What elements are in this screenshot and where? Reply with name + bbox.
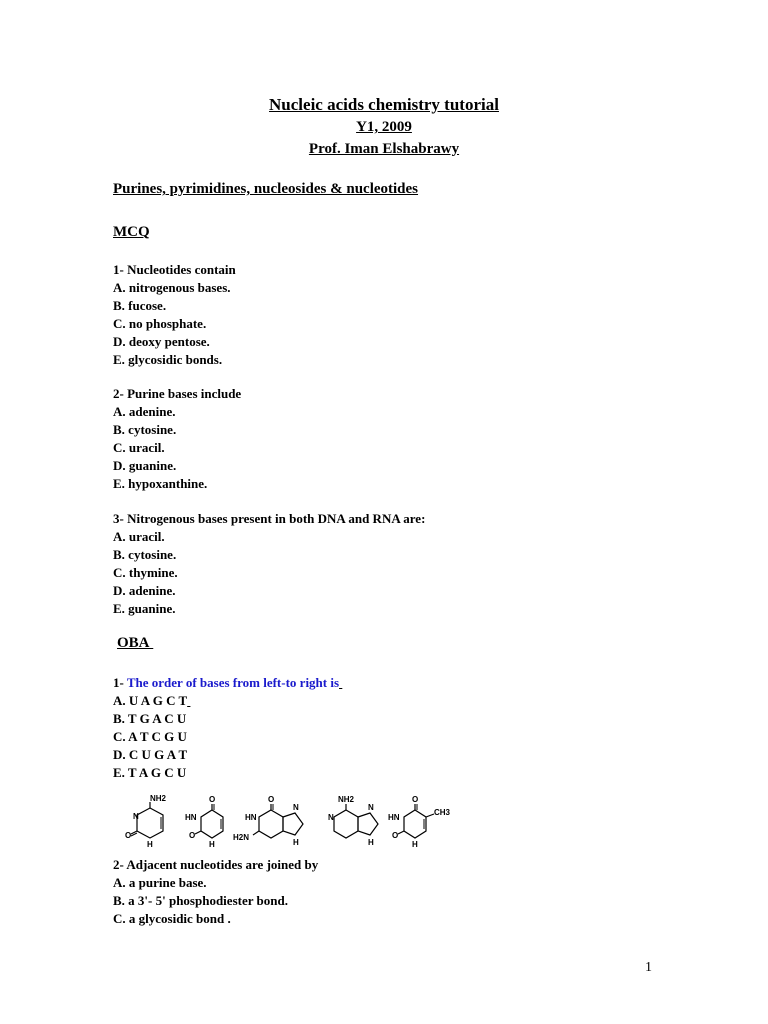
mcq-q2-option-b: B. cytosine.: [113, 422, 177, 437]
mcq-q3-option-c: C. thymine.: [113, 565, 178, 580]
thymine-hn-label: HN: [388, 813, 400, 822]
document-year: Y1, 2009: [356, 119, 412, 135]
guanine-h-label: H: [293, 838, 299, 847]
oba-q1-number: 1-: [113, 675, 127, 690]
oba-heading: [117, 635, 153, 652]
mcq-q1-block: [113, 261, 236, 369]
oba-q2-stem: 2- Adjacent nucleotides are joined by: [113, 857, 319, 872]
oba-q2-option-a: A. a purine base.: [113, 875, 207, 890]
mcq-q1-option-a: A. nitrogenous bases.: [113, 280, 231, 295]
uracil-hn-label: HN: [185, 813, 197, 822]
uracil-structure-svg: [185, 796, 235, 851]
oba-q1-stem-line: [113, 674, 342, 692]
thymine-h-label: H: [412, 840, 418, 849]
uracil-o-label: O: [189, 831, 196, 840]
adenine-h-label: H: [368, 838, 374, 847]
section-title: Purines, pyrimidines, nucleosides & nucleotides: [113, 181, 419, 197]
mcq-q2-option-d: D. guanine.: [113, 458, 177, 473]
cytosine-structure: [125, 796, 180, 856]
mcq-q3-block: [113, 510, 425, 618]
guanine-n-label: N: [293, 803, 299, 812]
oba-q2-block: [113, 856, 318, 928]
document-author: Prof. Iman Elshabrawy: [308, 141, 460, 157]
mcq-q3-stem: 3- Nitrogenous bases present in both DNA and RNA are:: [113, 511, 426, 526]
cytosine-n-label: N: [133, 812, 139, 821]
mcq-q2-option-e: E. hypoxanthine.: [113, 476, 208, 491]
oba-q1-option-c: C. A T C G U: [113, 729, 187, 744]
guanine-o-label: O: [268, 795, 275, 804]
cytosine-h-label: H: [147, 840, 153, 849]
guanine-hn-label: HN: [245, 813, 257, 822]
guanine-structure: [233, 796, 313, 856]
oba-q1-option-d: D. C U G A T: [113, 747, 188, 762]
thymine-o-top-label: O: [412, 795, 419, 804]
mcq-q3-option-d: D. adenine.: [113, 583, 176, 598]
cytosine-o-label: O: [125, 831, 132, 840]
page-number: 1: [645, 960, 652, 975]
document-title: Nucleic acids chemistry tutorial: [269, 95, 499, 114]
uracil-o-top-label: O: [209, 795, 216, 804]
uracil-h-label: H: [209, 840, 215, 849]
thymine-structure-svg: [388, 796, 458, 851]
mcq-q1-option-c: C. no phosphate.: [113, 316, 207, 331]
oba-q1-option-a-text: A. U A G C T: [113, 693, 188, 708]
mcq-q3-option-a: A. uracil.: [113, 529, 165, 544]
adenine-n-top-label: N: [368, 803, 374, 812]
thymine-o-label: O: [392, 831, 399, 840]
adenine-nh2-label: NH2: [338, 795, 355, 804]
guanine-h2n-label: H2N: [233, 833, 250, 842]
mcq-q1-option-e: E. glycosidic bonds.: [113, 352, 223, 367]
mcq-q1-option-d: D. deoxy pentose.: [113, 334, 210, 349]
thymine-ch3-label: CH3: [434, 808, 451, 817]
guanine-structure-svg: [233, 796, 313, 851]
adenine-n-label: N: [328, 813, 334, 822]
mcq-heading: MCQ: [113, 224, 150, 240]
mcq-q2-option-a: A. adenine.: [113, 404, 176, 419]
oba-heading-text: OBA: [117, 635, 150, 651]
oba-q1-option-a: [113, 692, 342, 710]
mcq-q2-option-c: C. uracil.: [113, 440, 165, 455]
uracil-structure: [185, 796, 235, 856]
oba-q1-block: [113, 674, 342, 782]
mcq-q3-option-e: E. guanine.: [113, 601, 176, 616]
oba-q1-option-e: E. T A G C U: [113, 765, 187, 780]
thymine-structure: [388, 796, 458, 856]
cytosine-structure-svg: [125, 796, 180, 851]
oba-q1-option-b: B. T G A C U: [113, 711, 187, 726]
adenine-structure-svg: [322, 796, 382, 851]
cytosine-nh2-label: NH2: [150, 794, 167, 803]
mcq-q2-block: [113, 385, 241, 493]
adenine-structure: [322, 796, 382, 856]
oba-q1-stem: The order of bases from left-to right is: [126, 675, 340, 690]
oba-q2-option-b: B. a 3'- 5' phosphodiester bond.: [113, 893, 288, 908]
mcq-q2-stem: 2- Purine bases include: [113, 386, 242, 401]
oba-q2-option-c: C. a glycosidic bond .: [113, 911, 231, 926]
mcq-q3-option-b: B. cytosine.: [113, 547, 177, 562]
mcq-q1-option-b: B. fucose.: [113, 298, 167, 313]
mcq-q1-stem: 1- Nucleotides contain: [113, 262, 236, 277]
